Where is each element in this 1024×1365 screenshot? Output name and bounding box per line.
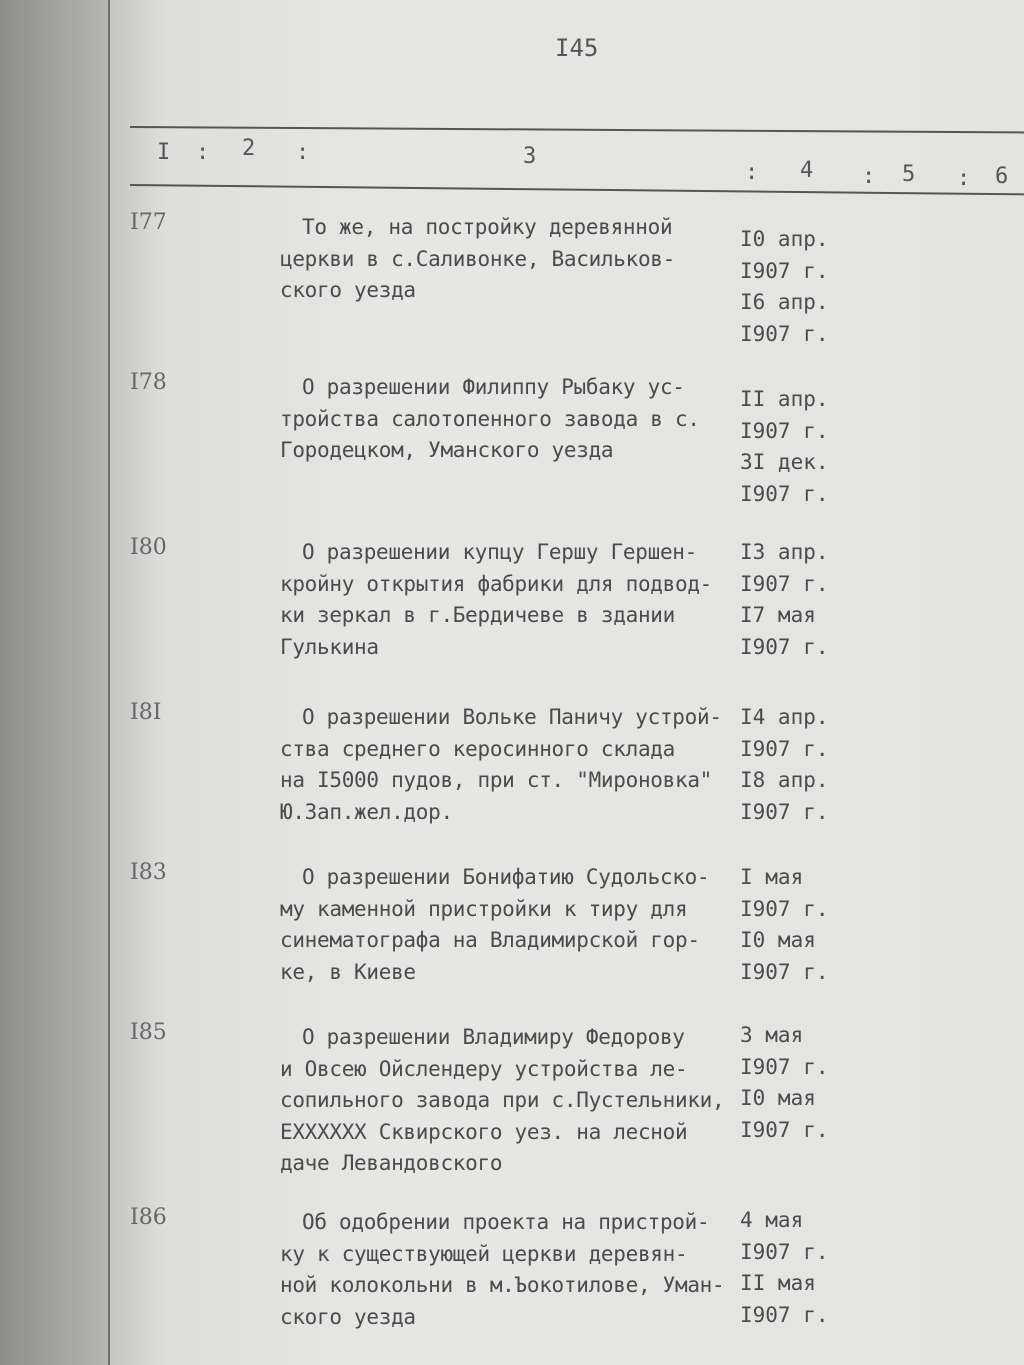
column-header: : bbox=[296, 140, 310, 165]
date-line: I907 г. bbox=[740, 634, 829, 659]
description-line: О разрешении Бонифатию Судольско- bbox=[302, 865, 710, 889]
facing-page-edge bbox=[0, 0, 112, 1365]
row-dates bbox=[740, 702, 850, 828]
description-line: кройну открытия фабрики для подвод- bbox=[280, 571, 713, 596]
row-number: I77 bbox=[130, 210, 167, 235]
row-number: I78 bbox=[130, 370, 167, 395]
description-line: Городецком, Уманского уезда bbox=[280, 438, 614, 462]
description-line: тройства салотопенного завода в с. bbox=[280, 406, 700, 431]
date-line: I907 г. bbox=[740, 736, 829, 761]
date-line: 4 мая bbox=[740, 1208, 804, 1232]
date-line: I907 г. bbox=[740, 321, 829, 346]
row-description bbox=[280, 1207, 750, 1333]
description-line: ского уезда bbox=[280, 278, 416, 302]
description-line: О разрешении Филиппу Рыбаку ус- bbox=[302, 375, 685, 399]
description-line: ке, в Киеве bbox=[280, 959, 416, 984]
column-header: : bbox=[957, 166, 971, 191]
row-number: I83 bbox=[130, 860, 167, 885]
date-line: I907 г. bbox=[740, 959, 829, 984]
row-description bbox=[280, 537, 750, 663]
column-header: : bbox=[196, 140, 210, 165]
date-line: I0 апр. bbox=[740, 227, 829, 251]
description-line: на I5000 пудов, при ст. "Мироновка" bbox=[280, 768, 713, 792]
row-dates bbox=[740, 384, 850, 510]
date-line: II мая bbox=[740, 1271, 816, 1295]
date-line: I907 г. bbox=[740, 1054, 829, 1079]
row-dates bbox=[740, 224, 850, 350]
column-header: : bbox=[862, 164, 876, 189]
column-header: I bbox=[157, 140, 171, 165]
description-line: ной колокольни в м.Ъокотилове, Уман- bbox=[280, 1273, 725, 1297]
date-line: I907 г. bbox=[740, 481, 829, 506]
description-line: сопильного завода при с.Пустельники, bbox=[280, 1088, 725, 1112]
column-header: 3 bbox=[523, 144, 537, 169]
date-line: I0 мая bbox=[740, 1086, 816, 1110]
row-dates bbox=[740, 1020, 850, 1146]
row-dates bbox=[740, 537, 850, 663]
date-line: I907 г. bbox=[740, 571, 829, 596]
row-number: I80 bbox=[130, 535, 167, 560]
description-line: ства среднего керосинного склада bbox=[280, 736, 675, 761]
date-line: I4 апр. bbox=[740, 705, 829, 729]
date-line: I7 мая bbox=[740, 603, 816, 627]
date-line: 3 мая bbox=[740, 1023, 804, 1047]
date-line: I907 г. bbox=[740, 799, 829, 824]
date-line: I мая bbox=[740, 865, 804, 889]
description-line: Гулькина bbox=[280, 634, 379, 659]
description-line: ку к существующей церкви деревян- bbox=[280, 1241, 688, 1266]
date-line: I907 г. bbox=[740, 1302, 829, 1327]
page-number: I45 bbox=[555, 34, 599, 62]
row-description bbox=[280, 372, 750, 467]
row-description bbox=[280, 1022, 750, 1180]
description-line: О разрешении купцу Гершу Гершен- bbox=[302, 540, 697, 564]
row-dates bbox=[740, 862, 850, 988]
description-line: Ю.Зап.жел.дор. bbox=[280, 799, 453, 824]
date-line: II апр. bbox=[740, 387, 829, 411]
date-line: I907 г. bbox=[740, 896, 829, 921]
row-description bbox=[280, 862, 750, 988]
row-number: I85 bbox=[130, 1020, 167, 1045]
date-line: I8 апр. bbox=[740, 768, 829, 792]
description-line: ского уезда bbox=[280, 1304, 416, 1329]
description-line: даче Левандовского bbox=[280, 1151, 503, 1175]
column-header: 5 bbox=[902, 162, 916, 187]
column-header: 4 bbox=[800, 158, 814, 183]
row-description bbox=[280, 212, 750, 307]
date-line: I907 г. bbox=[740, 1239, 829, 1264]
row-dates bbox=[740, 1205, 850, 1331]
date-line: I907 г. bbox=[740, 1117, 829, 1142]
description-line: ки зеркал в г.Бердичеве в здании bbox=[280, 603, 675, 627]
row-description bbox=[280, 702, 750, 828]
row-number: I86 bbox=[130, 1205, 167, 1230]
description-line: церкви в с.Саливонке, Васильков- bbox=[280, 246, 675, 271]
date-line: 3I дек. bbox=[740, 450, 829, 474]
description-line: То же, на постройку деревянной bbox=[302, 215, 673, 239]
description-line: О разрешении Владимиру Федорову bbox=[302, 1025, 685, 1049]
column-header: : bbox=[745, 160, 759, 185]
column-header: 2 bbox=[242, 136, 256, 161]
description-line: му каменной пристройки к тиру для bbox=[280, 896, 688, 921]
row-number: I8I bbox=[130, 700, 162, 725]
date-line: I0 мая bbox=[740, 928, 816, 952]
description-line: О разрешении Вольке Паничу устрой- bbox=[302, 705, 722, 729]
date-line: I3 апр. bbox=[740, 540, 829, 564]
description-line: Об одобрении проекта на пристрой- bbox=[302, 1210, 710, 1234]
date-line: I907 г. bbox=[740, 418, 829, 443]
description-line: ЕXXXXXX Сквирского уез. на лесной bbox=[280, 1119, 688, 1144]
column-header: 6 bbox=[995, 164, 1009, 189]
date-line: I907 г. bbox=[740, 258, 829, 283]
description-line: и Овсею Ойслендеру устройства ле- bbox=[280, 1056, 688, 1081]
description-line: синематографа на Владимирской гор- bbox=[280, 928, 700, 952]
date-line: I6 апр. bbox=[740, 290, 829, 314]
